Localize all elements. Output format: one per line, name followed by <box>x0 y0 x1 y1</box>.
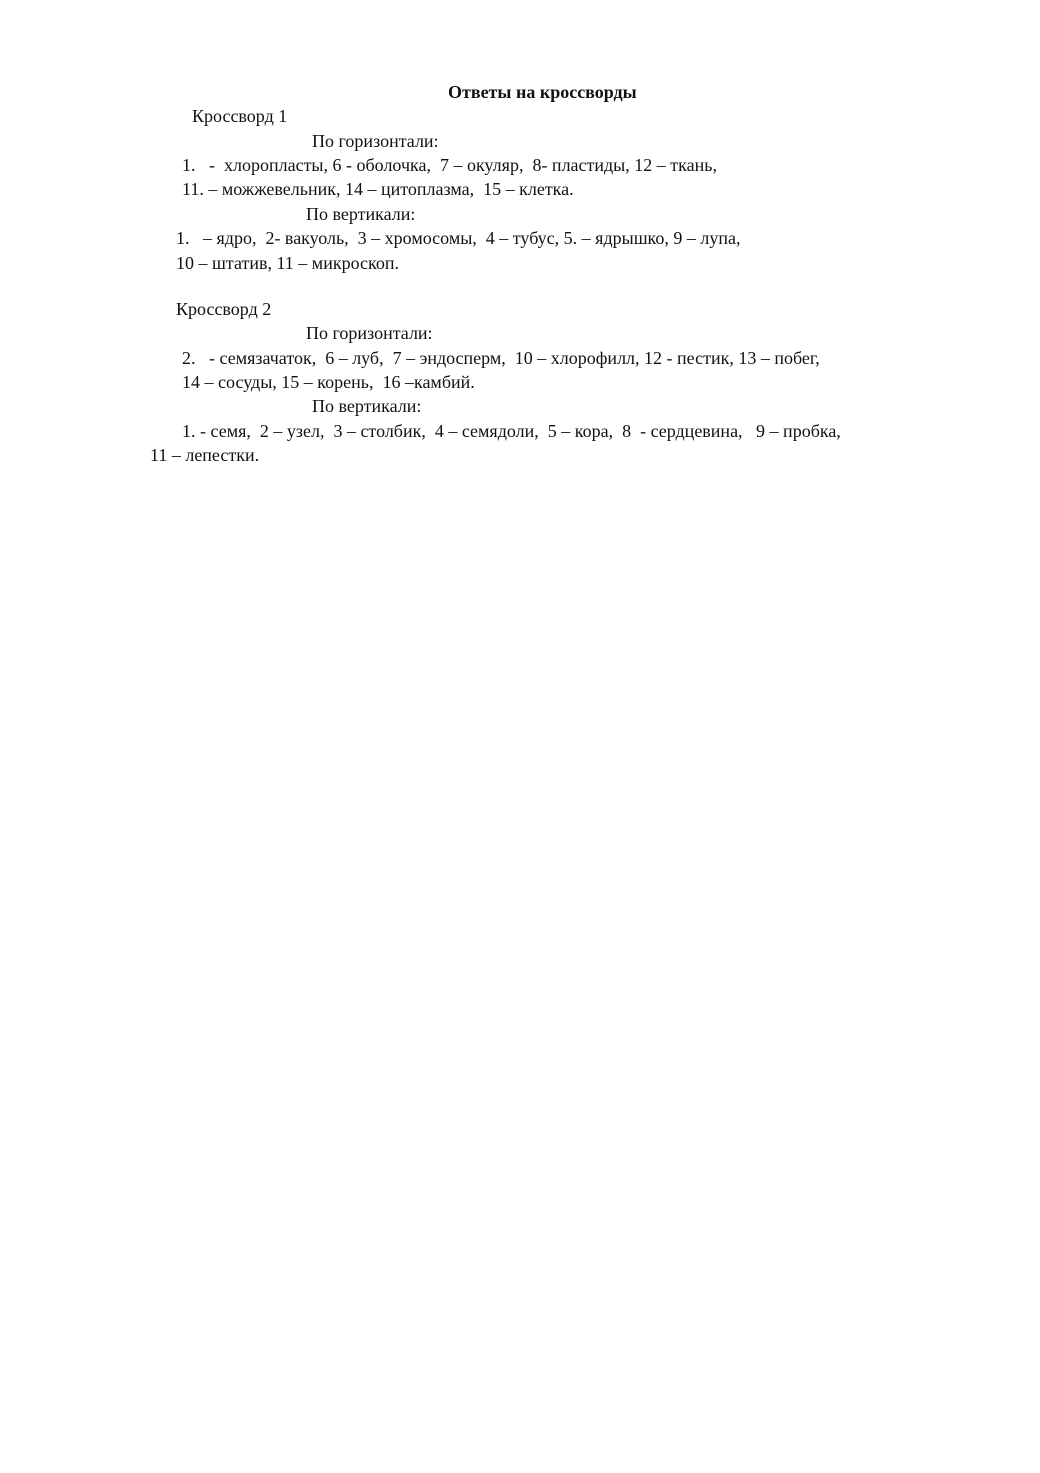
crossword-2-vertical-line-1: 1. - семя, 2 – узел, 3 – столбик, 4 – семядоли, 5 – кора, 8 - сердцевина, 9 – пробка, <box>182 421 841 441</box>
crossword-1-vertical-line-1: 1. – ядро, 2- вакуоль, 3 – хромосомы, 4 – тубус, 5. – ядрышко, 9 – лупа, <box>176 228 741 248</box>
crossword-2-horizontal-line-2: 14 – сосуды, 15 – корень, 16 –камбий. <box>182 372 475 392</box>
crossword-1-horizontal-line-2: 11. – можжевельник, 14 – цитоплазма, 15 – клетка. <box>182 179 574 199</box>
crossword-2-horizontal-label: По горизонтали: <box>306 323 433 343</box>
crossword-2-horizontal-line-1: 2. - семязачаток, 6 – луб, 7 – эндосперм, 10 – хлорофилл, 12 - пестик, 13 – побег, <box>182 348 820 368</box>
document-title: Ответы на кроссворды <box>448 82 637 102</box>
crossword-1-vertical-label: По вертикали: <box>306 204 416 224</box>
crossword-2-vertical-label: По вертикали: <box>312 396 422 416</box>
crossword-2-heading: Кроссворд 2 <box>176 299 272 319</box>
crossword-1-horizontal-line-1: 1. - хлоропласты, 6 - оболочка, 7 – окуляр, 8- пластиды, 12 – ткань, <box>182 155 717 175</box>
crossword-2-vertical-line-2: 11 – лепестки. <box>150 445 260 465</box>
crossword-1-heading: Кроссворд 1 <box>192 106 288 126</box>
crossword-1-vertical-line-2: 10 – штатив, 11 – микроскоп. <box>176 253 399 273</box>
crossword-1-horizontal-label: По горизонтали: <box>312 131 439 151</box>
